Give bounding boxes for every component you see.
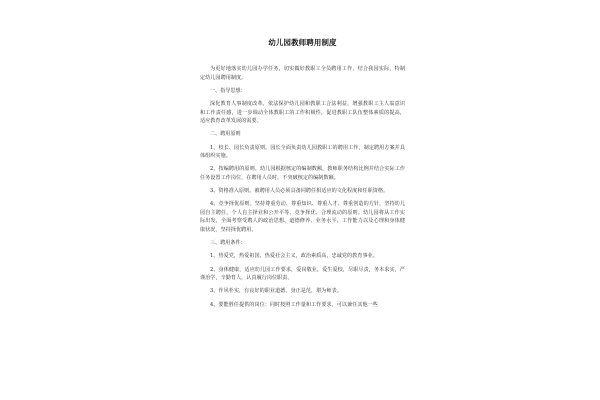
paragraph: 深化教育人事制度改革，依法保护幼儿园和教职工合法利益，增强教职工主人翁意识和工作责任感，进一步调动全体教职工的工作积极性，促进教职工队伍整体素质的提高，适应教育改革发展的需要。 xyxy=(200,100,405,125)
paragraph: 为更好地落实幼儿园办学任务，切实做好教职工全员聘用工作，结合我园实际，特制定幼儿园聘用制度。 xyxy=(200,66,405,81)
document-paragraphs xyxy=(200,65,405,309)
paragraph: 3、资格准入原则。被聘用人员必须具备同聘任相适应的文化程度和任职资格。 xyxy=(210,188,389,195)
paragraph: 1、热爱党，热爱祖国，热爱社会主义，政治素质高，忠诚党的教育事业。 xyxy=(210,253,378,260)
section-heading: 二、聘用原则 xyxy=(210,131,241,138)
paragraph: 4、要能胜任提供的岗位：同时按照工作量和工作要求，可以兼任其他一些 xyxy=(210,301,378,308)
document-title: 幼儿园教师聘用制度 xyxy=(268,38,337,47)
paragraph: 2、身体健康，适应幼儿园工作要求，爱岗敬业，爱生爱校，尽职尽责，务本求实，严谨治学，辛勤育人，认真履行岗位职责。 xyxy=(200,266,405,282)
section-heading: 一、指导思想： xyxy=(210,87,246,94)
paragraph: 4、竞争择优原则。坚持尊重劳动、尊重知识、尊重人才、尊重创造的方针，坚持幼儿园自主聘任，个人自主择业和公开平等、竞争择优、合理流动的原则。幼儿园将从工作实际出发，全面考察受聘人的政治思想、道德修养、业务水平、工作能力以及心理和身体健康状况，坚持择优聘用。 xyxy=(200,201,405,234)
paragraph: 2、按编聘用的原则。幼儿园根据核定的编制数额，教师职务结构比例并结合实际工作任务设置工作岗位，在聘用人员时，不突破核定的编制数额。 xyxy=(200,166,405,181)
paragraph: 3、作风朴实，有良好的职业道德，身正是范，堪为师表。 xyxy=(210,288,342,295)
document-body xyxy=(200,38,405,314)
section-heading: 三、聘用条件： xyxy=(210,240,246,247)
paragraph: 1、校长、园长负责原则。园长全面负责幼儿园教职工的聘用工作，制定聘用方案并具体组织实施。 xyxy=(200,144,405,160)
